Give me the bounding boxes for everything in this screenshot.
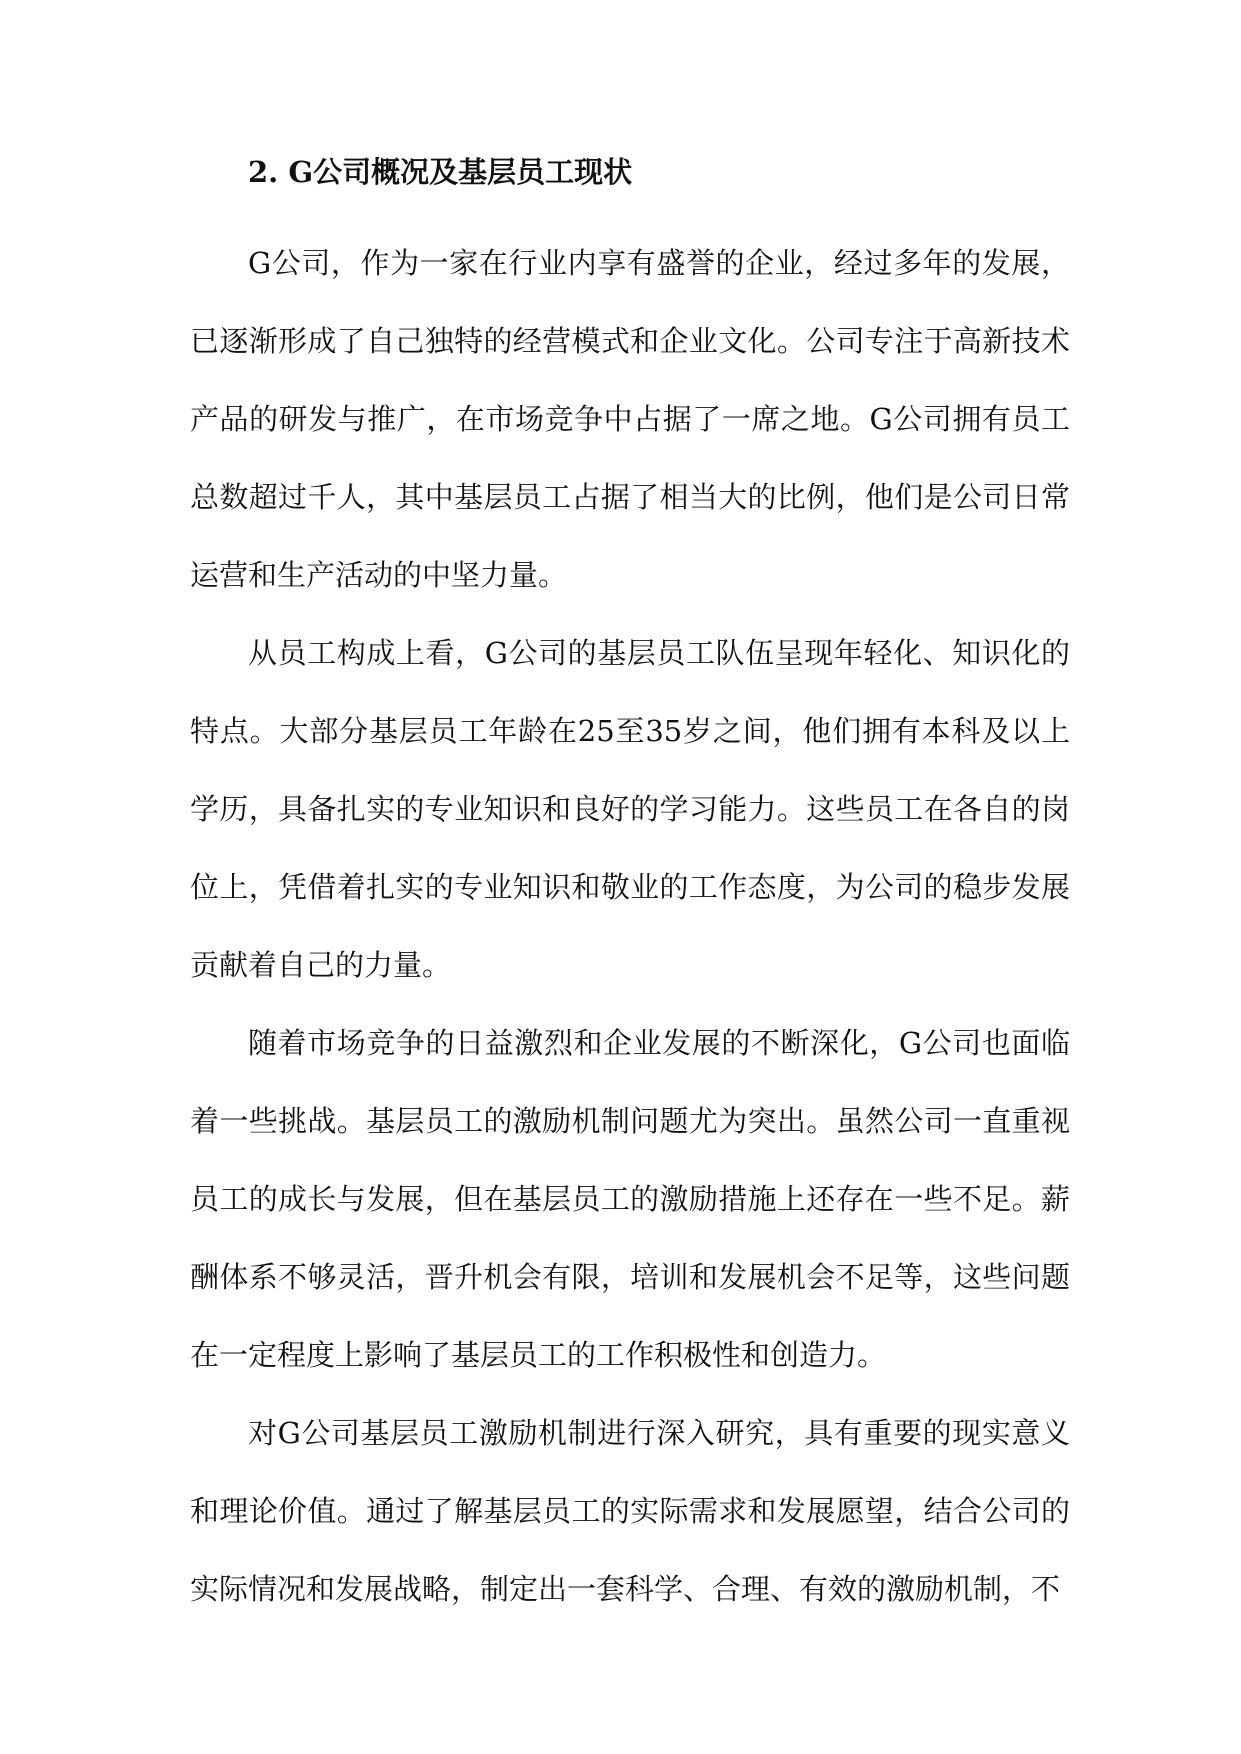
section-heading: 2. G公司概况及基层员工现状 bbox=[248, 155, 633, 189]
document-body bbox=[190, 150, 1070, 1628]
paragraph-challenges: 随着市场竞争的日益激烈和企业发展的不断深化，G公司也面临着一些挑战。基层员工的激励机制问题尤为突出。虽然公司一直重视员工的成长与发展，但在基层员工的激励措施上还存在一些不足。薪酬体系不够灵活，晋升机会有限，培训和发展机会不足等，这些问题在一定程度上影响了基层员工的工作积极性和创造力。 bbox=[190, 1026, 1070, 1372]
paragraph-employee-composition: 从员工构成上看，G公司的基层员工队伍呈现年轻化、知识化的特点。大部分基层员工年龄在25至35岁之间，他们拥有本科及以上学历，具备扎实的专业知识和良好的学习能力。这些员工在各自的岗位上，凭借着扎实的专业知识和敬业的工作态度，为公司的稳步发展贡献着自己的力量。 bbox=[190, 636, 1070, 982]
paragraph-research-significance: 对G公司基层员工激励机制进行深入研究，具有重要的现实意义和理论价值。通过了解基层员工的实际需求和发展愿望，结合公司的实际情况和发展战略，制定出一套科学、合理、有效的激励机制，不 bbox=[190, 1416, 1070, 1606]
paragraph-company-overview: G公司，作为一家在行业内享有盛誉的企业，经过多年的发展，已逐渐形成了自己独特的经营模式和企业文化。公司专注于高新技术产品的研发与推广，在市场竞争中占据了一席之地。G公司拥有员工总数超过千人，其中基层员工占据了相当大的比例，他们是公司日常运营和生产活动的中坚力量。 bbox=[190, 246, 1070, 592]
